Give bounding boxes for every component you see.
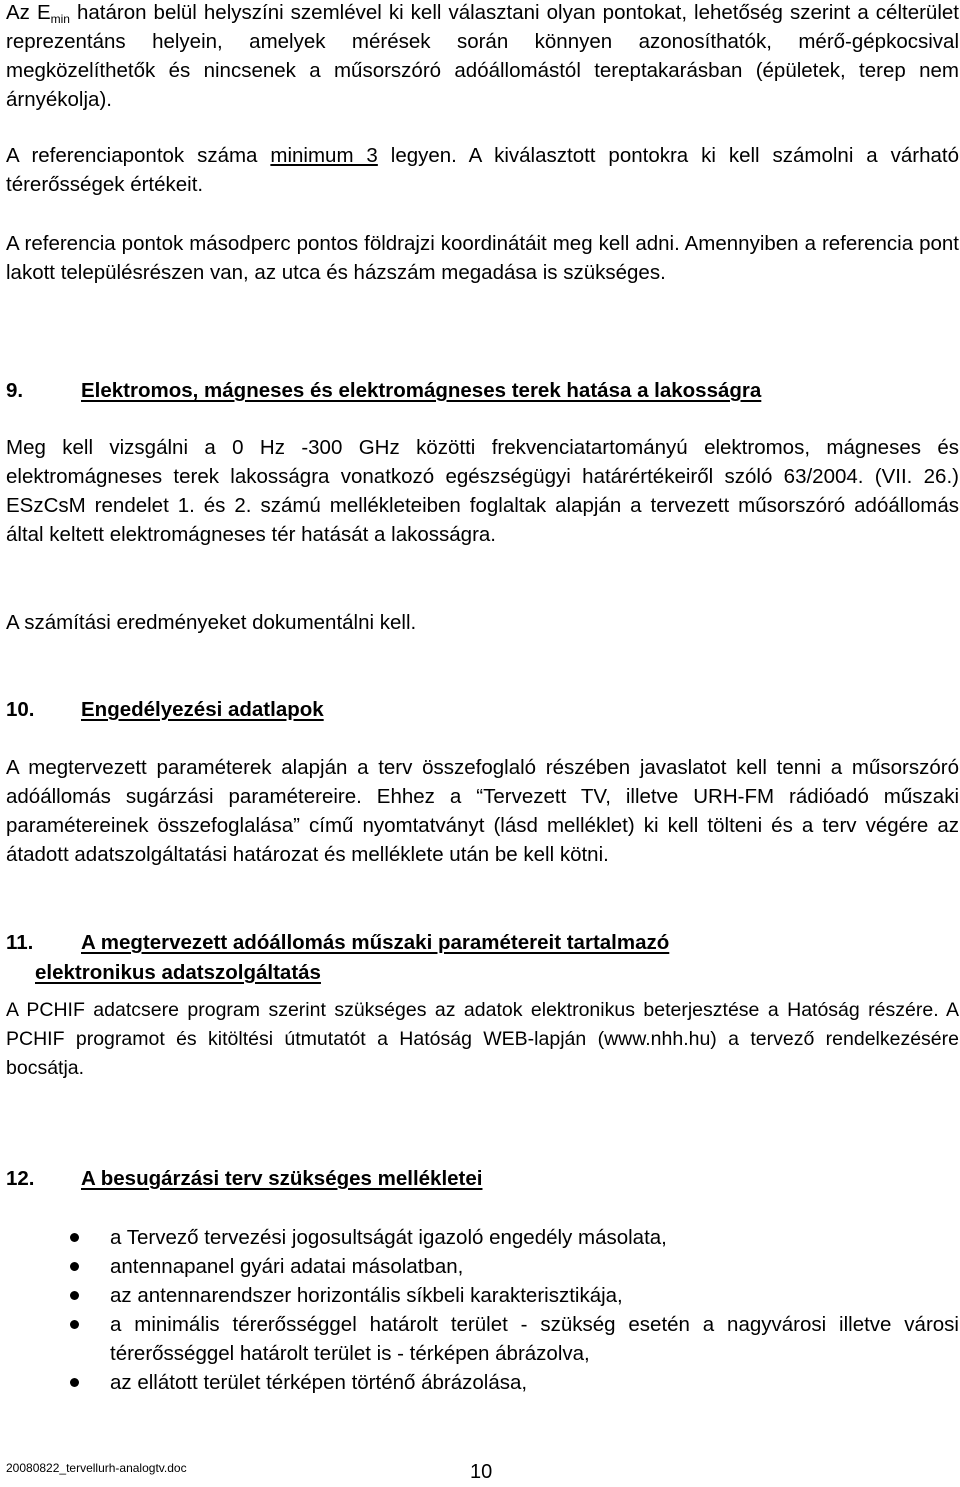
section-12-heading xyxy=(6,1164,959,1193)
bullet-icon xyxy=(70,1378,79,1387)
section-10-heading xyxy=(6,695,959,724)
section-number: 11. xyxy=(6,931,34,954)
section-11-paragraph: A PCHIF adatcsere program szerint szükséges az adatok elektronikus beterjesztése a Hatóság részére. A PCHIF programot és kitöltési útmutatót a Hatóság WEB-lapján (www.nhh.hu) a tervező rendelkezésére bocsátja. xyxy=(6,999,959,1079)
section-title-line-1: A megtervezett adóállomás műszaki paramétereit tartalmazó xyxy=(81,931,670,954)
list-item: a Tervező tervezési jogosultságát igazoló engedély másolata, xyxy=(6,1223,959,1252)
section-10-paragraph: A megtervezett paraméterek alapján a terv összefoglaló részében javaslatot kell tenni a műsorszóró adóállomás sugárzási paramétereire. Ehhez a “Tervezett TV, illetve URH-FM rádióadó műszaki paramétereinek összefoglalása” című nyomtatványt (lásd melléklet) ki kell tölteni és a terv végére az átadott adatszolgáltatási határozat és melléklete után be kell kötni. xyxy=(6,756,959,866)
section-9-paragraph-documentation: A számítási eredményeket dokumentálni kell. xyxy=(6,611,417,634)
intro-paragraph-reference-count: A referenciapontok száma minimum 3 legyen. A kiválasztott pontokra ki kell számolni a várható térerősségek értékeit. xyxy=(6,144,959,196)
section-number: 12. xyxy=(6,1167,35,1190)
section-11-heading xyxy=(6,928,959,988)
section-title: Engedélyezési adatlapok xyxy=(81,698,324,721)
section-title-line-2: elektronikus adatszolgáltatás xyxy=(35,961,321,984)
section-number: 10. xyxy=(6,698,35,721)
intro-paragraph-coordinates: A referencia pontok másodperc pontos földrajzi koordinátáit meg kell adni. Amennyiben a referencia pont lakott településrészen van, az utca és házszám megadása is szükséges. xyxy=(6,232,959,284)
footer-filename: 20080822_tervellurh-analogtv.doc xyxy=(6,1461,187,1475)
section-number: 9. xyxy=(6,379,24,402)
section-title: Elektromos, mágneses és elektromágneses terek hatása a lakosságra xyxy=(81,379,762,402)
section-9-heading xyxy=(6,376,959,405)
list-item: az ellátott terület térképen történő ábrázolása, xyxy=(6,1368,959,1397)
intro-paragraph-emin: Az $E_{min}$ határon belül helyszíni szemlével ki kell választani olyan pontokat, lehetőség szerint a célterület reprezentáns helyein, amelyek mérések során könnyen azonosíthatók, mérő-gépkocsival megközelíthetők és nincsenek a műsorszóró adóállomástól tereptakarásban (épületek, terep nem árnyékolja). xyxy=(6,1,959,111)
section-title: A besugárzási terv szükséges mellékletei xyxy=(81,1167,483,1190)
bullet-icon xyxy=(70,1233,79,1242)
list-item: antennapanel gyári adatai másolatban, xyxy=(6,1252,959,1281)
footer-page-number: 10 xyxy=(470,1461,493,1483)
section-9-paragraph: Meg kell vizsgálni a 0 Hz -300 GHz közötti frekvenciatartományú elektromos, mágneses és elektromágneses terek lakosságra vonatkozó egészségügyi határértékeiről szóló 63/2004. (VII. 26.) ESzCsM rendelet 1. és 2. számú mellékleteiben foglaltak alapján a tervezett műsorszóró adóállomás által keltett elektromágneses tér hatását a lakosságra. xyxy=(6,436,959,546)
attachments-list xyxy=(6,1223,959,1397)
list-item: az antennarendszer horizontális síkbeli karakterisztikája, xyxy=(6,1281,959,1310)
bullet-icon xyxy=(70,1262,79,1271)
bullet-icon xyxy=(70,1291,79,1300)
bullet-icon xyxy=(70,1320,79,1329)
list-item: a minimális térerősséggel határolt terület - szükség esetén a nagyvárosi illetve városi térerősséggel határolt terület is - térképen ábrázolva, xyxy=(6,1310,959,1368)
